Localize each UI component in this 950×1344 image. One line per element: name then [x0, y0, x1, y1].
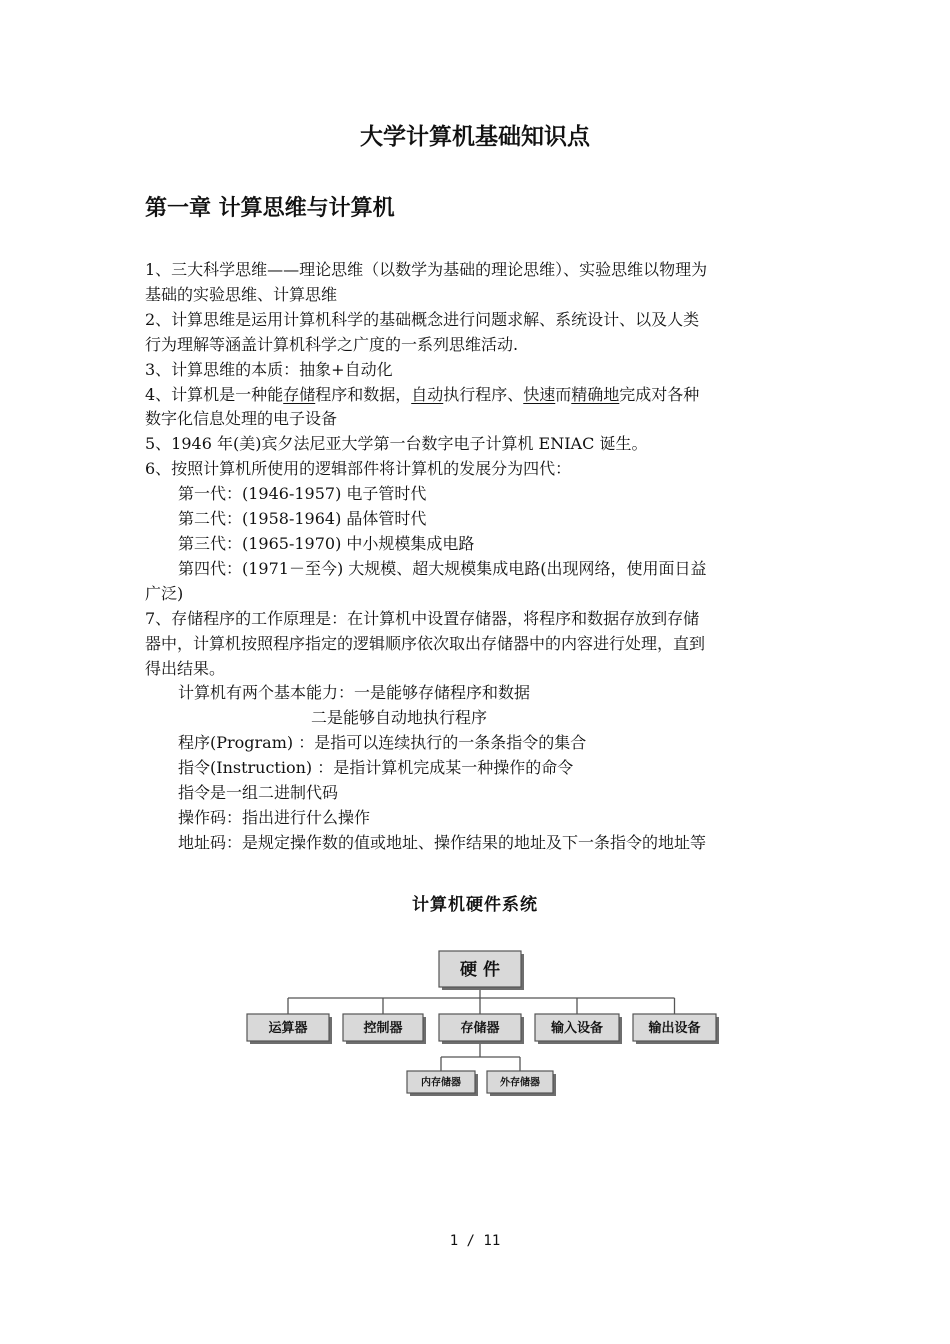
diagram-boxes	[247, 951, 719, 1096]
hardware-root-box	[439, 951, 524, 990]
item-6-generation-2: 第二代：(1958-1964) 晶体管时代	[178, 509, 427, 529]
hardware-child-box-3	[439, 1014, 524, 1044]
item-6-generation-4: 第四代：(1971－至今) 大规模、超大规模集成电路(出现网络，使用面日益	[178, 558, 707, 578]
memory-child-box-2	[487, 1071, 556, 1096]
memory-child-box-2-label: 外存储器	[500, 1077, 540, 1089]
abilities-line-2: 二是能够自动地执行程序	[311, 708, 488, 728]
item-4-underline-auto: 自动	[411, 384, 444, 404]
item-4-line-2: 数字化信息处理的电子设备	[145, 409, 338, 429]
document-title: 大学计算机基础知识点	[360, 124, 590, 150]
item-3: 3、计算思维的本质：抽象+自动化	[145, 359, 393, 379]
item-4-text-4: 而	[555, 384, 572, 404]
hardware-child-box-5-label: 输出设备	[648, 1021, 701, 1037]
page-number: 1 / 11	[449, 1233, 501, 1249]
hardware-child-box-2-label: 控制器	[363, 1021, 403, 1037]
item-2-line-2: 行为理解等涵盖计算机科学之广度的一系列思维活动.	[145, 334, 519, 354]
hardware-child-box-2	[343, 1014, 426, 1044]
program-definition: 程序(Program) ：是指可以连续执行的一条条指令的集合	[178, 733, 587, 753]
item-1-line-1: 1、三大科学思维——理论思维（以数学为基础的理论思维）、实验思维以物理为	[145, 260, 708, 279]
item-4-text-1: 4、计算机是一种能	[145, 384, 284, 404]
item-4-text-5: 完成对各种	[619, 384, 700, 404]
item-5: 5、1946 年(美)宾夕法尼亚大学第一台数字电子计算机 ENIAC 诞生。	[145, 434, 648, 454]
item-6-generation-4-cont: 广泛)	[145, 583, 184, 603]
opcode-definition: 操作码：指出进行什么操作	[178, 807, 371, 827]
abilities-line-1: 计算机有两个基本能力：一是能够存储程序和数据	[178, 683, 531, 703]
memory-child-box-1	[407, 1071, 478, 1096]
item-7-line-1: 7、存储程序的工作原理是：在计算机中设置存储器，将程序和数据存放到存储	[145, 608, 700, 628]
address-definition: 地址码：是规定操作数的值或地址、操作结果的地址及下一条指令的地址等	[178, 832, 707, 852]
item-4-underline-fast: 快速	[523, 384, 556, 404]
hardware-child-box-1	[247, 1014, 332, 1044]
hardware-child-box-1-label: 运算器	[268, 1021, 308, 1037]
hardware-child-box-3-label: 存储器	[460, 1021, 500, 1037]
item-4-text-3: 执行程序、	[443, 384, 524, 404]
memory-child-box-1-label: 内存储器	[421, 1077, 461, 1089]
chapter-heading: 第一章 计算思维与计算机	[145, 196, 395, 221]
item-6-generation-3: 第三代：(1965-1970) 中小规模集成电路	[178, 533, 475, 553]
item-4-underline-accurate: 精确地	[571, 384, 620, 404]
instruction-definition: 指令(Instruction) ：是指计算机完成某一种操作的命令	[178, 758, 574, 778]
item-7-line-3: 得出结果。	[145, 658, 226, 678]
instruction-binary: 指令是一组二进制代码	[178, 783, 339, 803]
diagram-title: 计算机硬件系统	[412, 895, 538, 915]
hardware-root-box-label: 硬 件	[460, 960, 500, 981]
item-2-line-1: 2、计算思维是运用计算机科学的基础概念进行问题求解、系统设计、以及人类	[145, 309, 700, 329]
item-7-line-2: 器中，计算机按照程序指定的逻辑顺序依次取出存储器中的内容进行处理，直到	[145, 633, 706, 653]
hardware-child-box-5	[633, 1014, 719, 1044]
item-6-generation-1: 第一代：(1946-1957) 电子管时代	[178, 484, 427, 504]
item-1-line-2: 基础的实验思维、计算思维	[145, 284, 338, 304]
hardware-child-box-4	[535, 1014, 622, 1044]
item-6-intro: 6、按照计算机所使用的逻辑部件将计算机的发展分为四代：	[145, 459, 572, 479]
item-4-underline-storage: 存储	[283, 384, 316, 404]
item-4-text-2: 程序和数据，	[315, 384, 412, 404]
hardware-child-box-4-label: 输入设备	[550, 1021, 604, 1037]
